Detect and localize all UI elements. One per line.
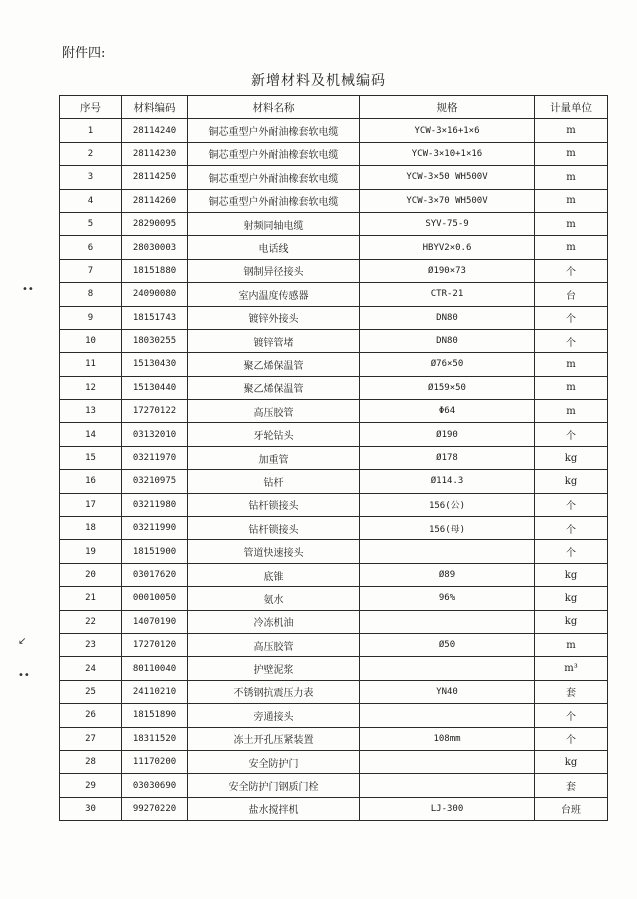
cell-code: 99270220 [122, 797, 188, 820]
cell-name: 电话线 [188, 236, 360, 259]
cell-unit: 个 [535, 306, 608, 329]
cell-spec: Ø190×73 [360, 259, 535, 282]
cell-spec: 108mm [360, 727, 535, 750]
cell-no: 29 [60, 774, 122, 797]
cell-code: 15130440 [122, 376, 188, 399]
cell-spec: YN40 [360, 680, 535, 703]
cell-unit: kg [535, 563, 608, 586]
cell-unit: m [535, 400, 608, 423]
cell-code: 18030255 [122, 329, 188, 352]
table-row [60, 400, 608, 423]
cell-unit: m [535, 189, 608, 212]
cell-spec: CTR-21 [360, 283, 535, 306]
table-row [60, 283, 608, 306]
cell-code: 00010050 [122, 587, 188, 610]
cell-unit: m [535, 353, 608, 376]
cell-code: 03211990 [122, 517, 188, 540]
cell-code: 14070190 [122, 610, 188, 633]
cell-unit: kg [535, 587, 608, 610]
cell-name: 铜芯重型户外耐油橡套软电缆 [188, 119, 360, 142]
cell-name: 镀锌外接头 [188, 306, 360, 329]
cell-name: 冻土开孔压紧装置 [188, 727, 360, 750]
cell-spec: YCW-3×16+1×6 [360, 119, 535, 142]
cell-name: 钻杆 [188, 470, 360, 493]
cell-name: 旁通接头 [188, 704, 360, 727]
cell-unit: kg [535, 470, 608, 493]
cell-code: 28114260 [122, 189, 188, 212]
cell-no: 4 [60, 189, 122, 212]
cell-unit: m³ [535, 657, 608, 680]
cell-unit: m [535, 166, 608, 189]
cell-name: 管道快速接头 [188, 540, 360, 563]
cell-name: 安全防护门钢质门栓 [188, 774, 360, 797]
cell-name: 室内温度传感器 [188, 283, 360, 306]
cell-no: 2 [60, 142, 122, 165]
cell-spec: 156(母) [360, 517, 535, 540]
materials-table [59, 95, 608, 821]
cell-unit: 套 [535, 774, 608, 797]
table-row [60, 306, 608, 329]
table-row [60, 587, 608, 610]
cell-no: 1 [60, 119, 122, 142]
cell-name: 高压胶管 [188, 400, 360, 423]
cell-no: 11 [60, 353, 122, 376]
table-row [60, 493, 608, 516]
cell-unit: m [535, 633, 608, 656]
cell-code: 28030003 [122, 236, 188, 259]
cell-unit: 个 [535, 517, 608, 540]
cell-no: 5 [60, 212, 122, 235]
table-row [60, 633, 608, 656]
cell-spec: YCW-3×70 WH500V [360, 189, 535, 212]
scan-mark: •• [22, 284, 34, 295]
cell-spec [360, 750, 535, 773]
cell-name: 加重管 [188, 446, 360, 469]
cell-spec: 156(公) [360, 493, 535, 516]
header-no: 序号 [60, 96, 122, 119]
cell-unit: 个 [535, 493, 608, 516]
cell-code: 03211980 [122, 493, 188, 516]
cell-name: 护壁泥浆 [188, 657, 360, 680]
cell-name: 牙轮钻头 [188, 423, 360, 446]
cell-no: 26 [60, 704, 122, 727]
cell-name: 铜芯重型户外耐油橡套软电缆 [188, 166, 360, 189]
cell-spec: LJ-300 [360, 797, 535, 820]
scan-mark: ↙ [18, 636, 27, 647]
cell-unit: 台 [535, 283, 608, 306]
cell-spec: Ø114.3 [360, 470, 535, 493]
cell-no: 7 [60, 259, 122, 282]
cell-no: 27 [60, 727, 122, 750]
cell-spec [360, 540, 535, 563]
table-row [60, 376, 608, 399]
cell-spec: HBYV2×0.6 [360, 236, 535, 259]
table-row [60, 727, 608, 750]
cell-code: 11170200 [122, 750, 188, 773]
cell-code: 18311520 [122, 727, 188, 750]
cell-no: 24 [60, 657, 122, 680]
table-row [60, 797, 608, 820]
document-title: 新增材料及机械编码 [251, 73, 386, 89]
table-row [60, 423, 608, 446]
cell-unit: m [535, 142, 608, 165]
cell-code: 28114230 [122, 142, 188, 165]
cell-code: 03017620 [122, 563, 188, 586]
cell-code: 03211970 [122, 446, 188, 469]
cell-no: 10 [60, 329, 122, 352]
cell-no: 20 [60, 563, 122, 586]
cell-unit: 个 [535, 259, 608, 282]
cell-code: 18151900 [122, 540, 188, 563]
cell-code: 17270122 [122, 400, 188, 423]
cell-unit: 个 [535, 423, 608, 446]
cell-spec: Ø190 [360, 423, 535, 446]
cell-spec: Φ64 [360, 400, 535, 423]
header-spec: 规格 [360, 96, 535, 119]
table-row [60, 189, 608, 212]
cell-code: 18151743 [122, 306, 188, 329]
cell-spec: Ø89 [360, 563, 535, 586]
table-row [60, 446, 608, 469]
cell-unit: 套 [535, 680, 608, 703]
cell-unit: 个 [535, 540, 608, 563]
cell-no: 22 [60, 610, 122, 633]
cell-unit: 个 [535, 727, 608, 750]
cell-no: 18 [60, 517, 122, 540]
cell-code: 17270120 [122, 633, 188, 656]
table-row [60, 259, 608, 282]
cell-no: 15 [60, 446, 122, 469]
table-row [60, 470, 608, 493]
header-name: 材料名称 [188, 96, 360, 119]
cell-name: 安全防护门 [188, 750, 360, 773]
header-unit: 计量单位 [535, 96, 608, 119]
cell-name: 不锈钢抗震压力表 [188, 680, 360, 703]
table-row [60, 212, 608, 235]
table-row [60, 353, 608, 376]
table-row [60, 166, 608, 189]
cell-spec: 96% [360, 587, 535, 610]
cell-no: 19 [60, 540, 122, 563]
table-row [60, 142, 608, 165]
cell-spec [360, 610, 535, 633]
annex-label: 附件四: [62, 46, 106, 61]
cell-code: 28114250 [122, 166, 188, 189]
table-header-row [60, 96, 608, 119]
cell-name: 底锥 [188, 563, 360, 586]
cell-unit: m [535, 119, 608, 142]
cell-name: 高压胶管 [188, 633, 360, 656]
cell-name: 冷冻机油 [188, 610, 360, 633]
cell-no: 9 [60, 306, 122, 329]
table-row [60, 563, 608, 586]
cell-name: 射频同轴电缆 [188, 212, 360, 235]
table-row [60, 680, 608, 703]
cell-no: 21 [60, 587, 122, 610]
header-code: 材料编码 [122, 96, 188, 119]
table-row [60, 517, 608, 540]
cell-name: 聚乙烯保温管 [188, 353, 360, 376]
cell-no: 8 [60, 283, 122, 306]
cell-no: 12 [60, 376, 122, 399]
table-row [60, 610, 608, 633]
cell-unit: kg [535, 446, 608, 469]
cell-spec: Ø50 [360, 633, 535, 656]
table-row [60, 774, 608, 797]
cell-name: 聚乙烯保温管 [188, 376, 360, 399]
cell-no: 30 [60, 797, 122, 820]
scan-mark: •• [18, 670, 30, 681]
cell-no: 23 [60, 633, 122, 656]
cell-no: 17 [60, 493, 122, 516]
cell-unit: kg [535, 750, 608, 773]
table-row [60, 329, 608, 352]
cell-no: 14 [60, 423, 122, 446]
cell-no: 13 [60, 400, 122, 423]
cell-code: 28290095 [122, 212, 188, 235]
cell-code: 18151890 [122, 704, 188, 727]
table-row [60, 119, 608, 142]
cell-name: 钢制异径接头 [188, 259, 360, 282]
cell-code: 18151880 [122, 259, 188, 282]
cell-spec [360, 704, 535, 727]
cell-code: 15130430 [122, 353, 188, 376]
cell-spec [360, 774, 535, 797]
cell-unit: 个 [535, 329, 608, 352]
cell-code: 80110040 [122, 657, 188, 680]
cell-no: 28 [60, 750, 122, 773]
cell-unit: 台班 [535, 797, 608, 820]
cell-name: 盐水搅拌机 [188, 797, 360, 820]
cell-code: 03132010 [122, 423, 188, 446]
table-row [60, 236, 608, 259]
cell-code: 24090080 [122, 283, 188, 306]
table-row [60, 540, 608, 563]
cell-name: 氨水 [188, 587, 360, 610]
cell-name: 镀锌管堵 [188, 329, 360, 352]
cell-spec [360, 657, 535, 680]
cell-spec: Ø178 [360, 446, 535, 469]
cell-no: 6 [60, 236, 122, 259]
cell-unit: 个 [535, 704, 608, 727]
cell-no: 3 [60, 166, 122, 189]
cell-spec: YCW-3×50 WH500V [360, 166, 535, 189]
cell-name: 铜芯重型户外耐油橡套软电缆 [188, 189, 360, 212]
cell-unit: m [535, 236, 608, 259]
table-row [60, 750, 608, 773]
cell-spec: YCW-3×10+1×16 [360, 142, 535, 165]
cell-name: 钻杆锁接头 [188, 493, 360, 516]
cell-unit: m [535, 212, 608, 235]
cell-no: 25 [60, 680, 122, 703]
cell-spec: DN80 [360, 329, 535, 352]
cell-unit: kg [535, 610, 608, 633]
cell-code: 03030690 [122, 774, 188, 797]
cell-name: 钻杆锁接头 [188, 517, 360, 540]
cell-code: 24110210 [122, 680, 188, 703]
cell-spec: Ø159×50 [360, 376, 535, 399]
cell-spec: DN80 [360, 306, 535, 329]
cell-code: 28114240 [122, 119, 188, 142]
table-row [60, 657, 608, 680]
cell-spec: SYV-75-9 [360, 212, 535, 235]
table-row [60, 704, 608, 727]
cell-name: 铜芯重型户外耐油橡套软电缆 [188, 142, 360, 165]
cell-spec: Ø76×50 [360, 353, 535, 376]
cell-unit: m [535, 376, 608, 399]
cell-no: 16 [60, 470, 122, 493]
cell-code: 03210975 [122, 470, 188, 493]
